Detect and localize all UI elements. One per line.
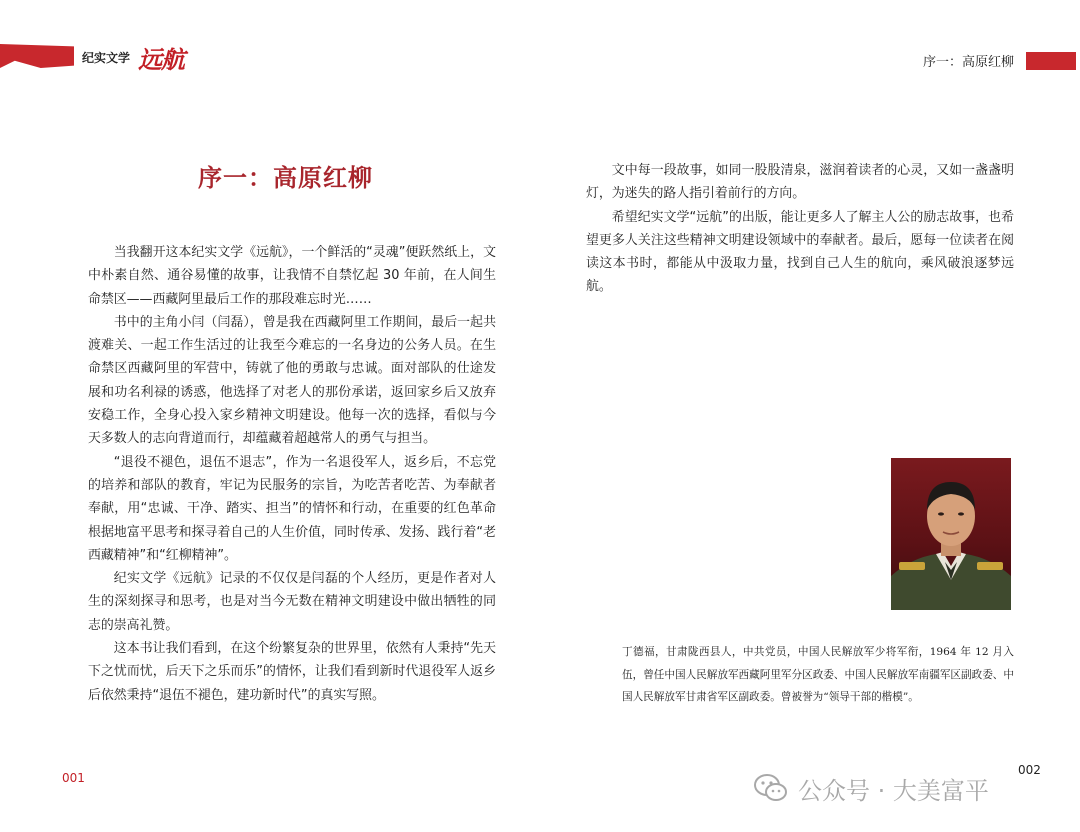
- left-page-body: [88, 241, 496, 707]
- header-book-logo: 远航: [138, 45, 184, 74]
- paragraph: 文中每一段故事，如同一股股清泉，滋润着读者的心灵，又如一盏盏明灯，为迷失的路人指引着前行的方向。: [586, 163, 1014, 202]
- watermark-text: 公众号 · 大美富平: [798, 776, 989, 805]
- paragraph: 纪实文学《远航》记录的不仅仅是闫磊的个人经历，更是作者对人生的深刻探寻和思考，也是对当今无数在精神文明建设中做出牺牲的同志的崇高礼赞。: [88, 571, 496, 633]
- header-running-title: 序一：高原红柳: [922, 55, 1014, 70]
- portrait-caption: 丁德福，甘肃陇西县人，中共党员，中国人民解放军少将军衔，1964 年 12 月入伍，曾任中国人民解放军西藏阿里军分区政委、中国人民解放军南疆军区副政委、中国人民解放军甘肃省军区副政委。曾被誉为“领导干部的楷模”。: [622, 646, 1014, 703]
- page-number-right: 002: [1018, 763, 1041, 777]
- header-red-bar-right: [1026, 52, 1076, 70]
- preface-title: 序一：高原红柳: [198, 163, 373, 192]
- paragraph: 书中的主角小闫（闫磊），曾是我在西藏阿里工作期间，最后一起共渡难关、一起工作生活过的让我至今难忘的一名身边的公务人员。在生命禁区西藏阿里的军营中，铸就了他的勇敢与忠诚。面对部队的仕途发展和功名利禄的诱惑，他选择了对老人的那份承诺，返回家乡后又放弃安稳工作，全身心投入家乡精神文明建设。他每一次的选择，看似与今天多数人的志向背道而行，却蕴藏着超越常人的勇气与担当。: [88, 314, 496, 447]
- paragraph: 这本书让我们看到，在这个纷繁复杂的世界里，依然有人秉持“先天下之忧而忧，后天下之乐而乐”的情怀，让我们看到新时代退役军人返乡后依然秉持“退伍不褪色，建功新时代”的真实写照。: [88, 641, 496, 703]
- paragraph: “退役不褪色，退伍不退志”，作为一名退役军人，返乡后，不忘党的培养和部队的教育，牢记为民服务的宗旨，为吃苦者吃苦、为奉献者奉献，用“忠诚、干净、踏实、担当”的情怀和行动，在重要的红色革命根据地富平思考和探寻着自己的人生价值，同时传承、发扬、践行着“老西藏精神”和“红柳精神”。: [88, 454, 496, 563]
- paragraph: 当我翻开这本纪实文学《远航》，一个鲜活的“灵魂”便跃然纸上，文中朴素自然、通谷易懂的故事，让我情不自禁忆起 30 年前，在人间生命禁区——西藏阿里最后工作的那段难忘时光……: [88, 245, 496, 307]
- header-series-label: 纪实文学: [82, 51, 131, 65]
- page-number-left: 001: [62, 771, 85, 785]
- wechat-watermark: [752, 768, 989, 808]
- right-page-body: [586, 159, 1014, 299]
- author-portrait-photo: [891, 458, 1011, 610]
- header-red-bar-left: [0, 44, 74, 68]
- wechat-icon: [752, 769, 790, 807]
- paragraph: 希望纪实文学“远航”的出版，能让更多人了解主人公的励志故事，也希望更多人关注这些精神文明建设领域中的奉献者。最后，愿每一位读者在阅读这本书时，都能从中汲取力量，找到自己人生的航向，乘风破浪逐梦远航。: [586, 209, 1014, 295]
